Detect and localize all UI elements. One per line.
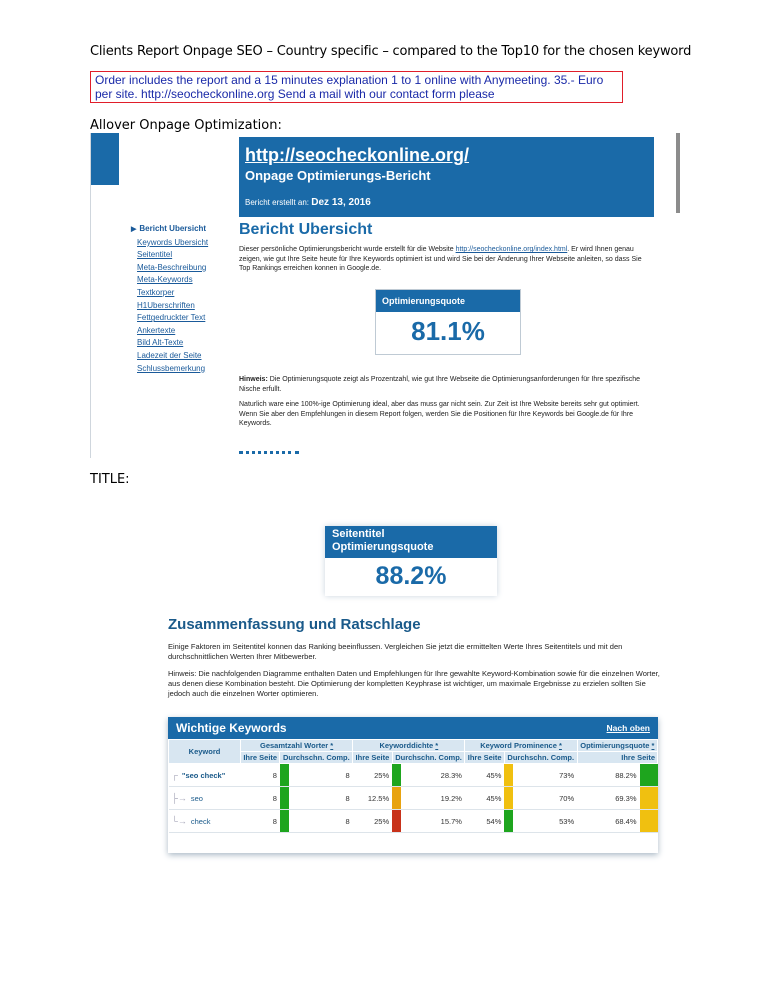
nav-item-fettgedruckter-text[interactable]: Fettgedruckter Text [137, 313, 206, 323]
triangle-right-icon: ▶ [131, 226, 137, 233]
keyword-cell[interactable]: └→ check [169, 810, 241, 833]
left-blue-bar [91, 133, 119, 185]
report-content [239, 221, 654, 427]
nav-item-bild-alt-texte[interactable]: Bild Alt-Texte [137, 338, 184, 348]
col-total-words: Gesamtzahl Worter * [241, 740, 353, 752]
report-url-link[interactable]: http://seocheckonline.org/ [245, 145, 470, 165]
status-swatch [392, 787, 401, 810]
report-subtitle: Onpage Optimierungs-Bericht [245, 168, 431, 183]
title-quota-value: 88.2% [375, 562, 447, 590]
status-swatch [280, 787, 289, 810]
density-own: 25% [353, 810, 392, 833]
report-date-value: Dez 13, 2016 [311, 197, 371, 208]
scrollbar[interactable] [676, 133, 680, 213]
title-quota-label: Seitentitel Optimierungsquote [325, 526, 497, 558]
nav-item-ladezeit[interactable]: Ladezeit der Seite [137, 350, 202, 360]
natural-paragraph: Naturlich ware eine 100%-ige Optimierung ideal, aber das muss gar nicht sein. Zur Zeit ist Ihre Website bereits sehr gut optimiert. Wenn Sie aber den Empfehlungen in diesem Report folgen, werden Sie die Positionen für Ihre Keywords bei Google.de für Ihre Keywords. [239, 401, 640, 427]
total-avg: 8 [289, 787, 353, 810]
density-avg: 19.2% [401, 787, 465, 810]
status-swatch [504, 810, 513, 833]
density-avg: 28.3% [401, 764, 465, 787]
site-link[interactable]: http://seocheckonline.org/index.html [455, 246, 568, 253]
density-avg: 15.7% [401, 810, 465, 833]
report-hint [239, 375, 654, 435]
report-date-label: Bericht erstellt an: [245, 198, 310, 207]
quota-own: 69.3% [577, 787, 639, 810]
tree-branch-icon: ┌ [171, 770, 178, 780]
status-swatch [392, 810, 401, 833]
col-quota: Optimierungsquote * [577, 740, 657, 752]
summary-paragraph-1: Einige Faktoren im Seitentitel konnen das Ranking beeinflussen. Vergleichen Sie jetzt die ermittelten Werte Ihres Seitentitels und mit den durchschnittlichen Werten Ihrer Mitbewerber. [168, 642, 623, 661]
prom-avg: 73% [513, 764, 577, 787]
report-header [239, 137, 654, 217]
sub-your-page: Ihre Seite [353, 752, 392, 764]
status-swatch [280, 764, 289, 787]
nav-item-textkorper[interactable]: Textkorper [137, 287, 175, 297]
status-swatch [280, 810, 289, 833]
col-keyword: Keyword [169, 740, 241, 764]
quota-own: 88.2% [577, 764, 639, 787]
prom-avg: 53% [513, 810, 577, 833]
title-quota-box [325, 526, 497, 596]
nav-item-h1-uberschriften[interactable]: H1Uberschriften [137, 300, 195, 310]
report-overview-screenshot [90, 133, 680, 458]
nav-item-bericht-ubersicht[interactable]: ▶ Bericht Ubersicht [131, 224, 207, 233]
col-density: Keyworddichte * [353, 740, 465, 752]
density-own: 12.5% [353, 787, 392, 810]
total-own: 8 [241, 810, 280, 833]
order-note-box: Order includes the report and a 15 minutes explanation 1 to 1 online with Anymeeting. 35.- Euro per site. http://seocheckonline.org Send a mail with our contact form please [90, 71, 623, 103]
sub-your-page: Ihre Seite [465, 752, 504, 764]
summary-section [168, 616, 668, 706]
nav-item-meta-beschreibung[interactable]: Meta-Beschreibung [137, 262, 207, 272]
report-date [245, 197, 648, 208]
total-avg: 8 [289, 764, 353, 787]
prom-own: 54% [465, 810, 504, 833]
prom-avg: 70% [513, 787, 577, 810]
prom-own: 45% [465, 787, 504, 810]
tree-branch-icon: └→ [171, 816, 187, 826]
keywords-table-header [168, 717, 658, 739]
section-label-allover: Allover Onpage Optimization: [90, 118, 282, 133]
summary-title: Zusammenfassung und Ratschlage [168, 616, 421, 633]
sub-avg-comp: Durchschn. Comp. [504, 752, 577, 764]
nav-item-keywords-ubersicht[interactable]: Keywords Ubersicht [137, 237, 209, 247]
keyword-cell[interactable]: ├→ seo [169, 787, 241, 810]
density-own: 25% [353, 764, 392, 787]
nav-item-meta-keywords[interactable]: Meta-Keywords [137, 275, 193, 285]
tree-branch-icon: ├→ [171, 793, 187, 803]
keywords-table-panel [168, 717, 658, 853]
report-heading: Bericht Ubersicht [239, 221, 373, 238]
sub-your-page-quota: Ihre Seite [577, 752, 657, 764]
report-nav [131, 223, 241, 375]
keywords-table [168, 739, 658, 833]
quota-own: 68.4% [577, 810, 639, 833]
section-label-title: TITLE: [90, 472, 130, 487]
status-swatch [504, 764, 513, 787]
summary-paragraph-2: Hinweis: Die nachfolgenden Diagramme enthalten Daten und Empfehlungen für Ihre gewahlte Keyword-Kombination sowie für die einzelnen Worter, aus denen diese Kombination besteht. Die Optimierung der kompletten Keyphrase ist wichtiger, um maximale Ergebnisse zu erzielen sollten Sie jedoch auch die einzelnen Worter optimieren. [168, 669, 660, 698]
overall-quota-value: 81.1% [411, 316, 485, 346]
table-row [169, 787, 658, 810]
hint-paragraph: Hinweis: Die Optimierungsquote zeigt als Prozentzahl, wie gut Ihre Webseite die Optimierungsanforderungen für Ihre spezifische Nische erfullt. [239, 376, 641, 393]
status-swatch [640, 810, 658, 833]
total-own: 8 [241, 764, 280, 787]
col-prominence: Keyword Prominence * [465, 740, 577, 752]
sub-avg-comp: Durchschn. Comp. [280, 752, 353, 764]
truncated-heading [239, 451, 299, 458]
nav-item-seitentitel[interactable]: Seitentitel [137, 250, 173, 260]
nav-item-schlussbemerkung[interactable]: Schlussbemerkung [137, 363, 206, 373]
overall-quota-label: Optimierungsquote [376, 290, 520, 312]
keyword-cell[interactable]: ┌ "seo check" [169, 764, 241, 787]
back-to-top-link[interactable]: Nach oben [606, 723, 650, 733]
prom-own: 45% [465, 764, 504, 787]
total-avg: 8 [289, 810, 353, 833]
status-swatch [640, 787, 658, 810]
document-title: Clients Report Onpage SEO – Country specific – compared to the Top10 for the chosen keyword [90, 44, 692, 59]
keywords-table-body [169, 764, 658, 833]
status-swatch [392, 764, 401, 787]
status-swatch [640, 764, 658, 787]
table-row [169, 764, 658, 787]
sub-your-page: Ihre Seite [241, 752, 280, 764]
sub-avg-comp: Durchschn. Comp. [392, 752, 465, 764]
report-intro: Dieser persönliche Optimierungsbericht wurde erstellt für die Website http://seocheckonline.org/index.html. Er wird Ihnen genau zeigen, wie gut Ihre Seite heute für Ihre Keywords optimiert ist und wird Sie bei der Änderung Ihrer Webseite anleiten, so dass Sie Top Rankings erreichen konnen in Google.de. [239, 246, 642, 272]
status-swatch [504, 787, 513, 810]
total-own: 8 [241, 787, 280, 810]
keywords-table-title: Wichtige Keywords [176, 721, 287, 735]
table-row [169, 810, 658, 833]
overall-quota-box [375, 289, 521, 355]
nav-item-ankertexte[interactable]: Ankertexte [137, 325, 176, 335]
